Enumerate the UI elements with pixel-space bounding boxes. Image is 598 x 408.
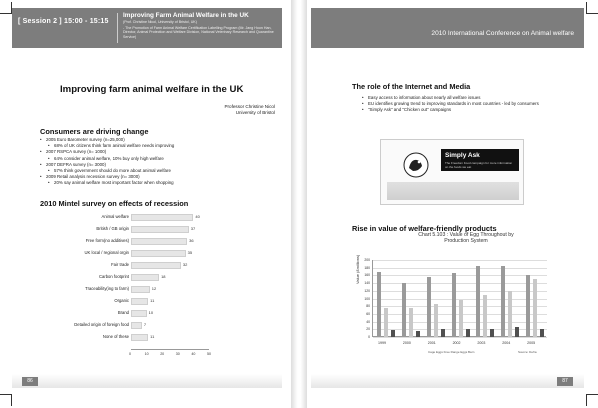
- chart-source: Source: Defra: [518, 350, 537, 354]
- list-item: • Easy access to information about nearly all welfare issues: [362, 95, 562, 101]
- x-tick-label: 50: [207, 352, 211, 356]
- x-tick-label: 0: [129, 352, 131, 356]
- bar: [384, 308, 388, 337]
- bar-label: Fair trade: [111, 262, 129, 267]
- gridline: [373, 291, 547, 292]
- bar: [402, 283, 406, 337]
- bar: [515, 327, 519, 337]
- bar-row: [34, 249, 214, 259]
- bar-row: [34, 309, 214, 319]
- bar: [131, 262, 181, 269]
- list-item: • 2009 Retail analysis recession survey (n= 3000): [40, 174, 174, 180]
- banner-author: (Prof. Christine Nicol, University of Bristol, UK): [123, 20, 197, 24]
- list-item: • 64% consider animal welfare, 10% buy only high welfare: [40, 156, 174, 162]
- list-item: • 2007 RSPCA survey (n= 1000): [40, 149, 174, 155]
- bar-label: Brand: [117, 310, 129, 315]
- page-title: Improving farm animal welfare in the UK: [60, 84, 244, 95]
- x-tick-label: 10: [144, 352, 149, 356]
- bar: [459, 300, 463, 337]
- bar-label: Animal welfare: [101, 214, 129, 219]
- gridline: [373, 275, 547, 276]
- bar-label: Carbon footprint: [98, 274, 129, 279]
- bar-row: [34, 297, 214, 307]
- bar: [409, 308, 413, 337]
- bar-value: 35: [187, 250, 193, 255]
- y-tick-label: 100: [364, 296, 370, 301]
- bar: [501, 266, 505, 337]
- crop-mark: [0, 394, 12, 406]
- y-tick-label: 80: [366, 304, 370, 309]
- y-tick-label: 160: [364, 273, 370, 278]
- bar-row: [34, 237, 214, 247]
- section-heading: Consumers are driving change: [40, 127, 149, 136]
- y-tick-label: 180: [364, 265, 370, 270]
- bar: [131, 238, 187, 245]
- bar-value: 18: [161, 274, 166, 279]
- page-number: 86: [22, 377, 38, 386]
- bar: [508, 291, 512, 337]
- gutter: [291, 0, 307, 408]
- y-tick-label: 140: [364, 281, 370, 286]
- crop-mark: [586, 394, 598, 406]
- x-tick-label: 30: [175, 352, 180, 356]
- consumer-survey-list: [40, 137, 174, 187]
- gridline: [373, 337, 547, 338]
- author-name: Professor Christine Nicol: [224, 104, 275, 109]
- bar: [131, 274, 159, 281]
- conference-title: 2010 International Conference on Animal welfare: [431, 30, 574, 37]
- bar-row: [34, 321, 214, 331]
- list-item: • EU identifies growing trend to improving standards in most countries - led by consumers: [362, 101, 562, 107]
- banner-title: Improving Farm Animal Welfare in the UK: [123, 12, 249, 19]
- plot-area: [372, 260, 546, 337]
- bar: [131, 250, 186, 257]
- x-tick-label: 2000: [402, 341, 411, 345]
- footer-grass: [311, 374, 584, 388]
- list-item: • 2005 Euro Barometer survey (n=25,000): [40, 137, 174, 143]
- list-item: • 57% think government should do more about animal welfare: [40, 168, 174, 174]
- bar: [434, 304, 438, 337]
- bar: [131, 322, 142, 329]
- campaign-panel: [441, 149, 519, 171]
- bar: [377, 272, 381, 337]
- list-item: • 2007 DEFRA survey (n= 3000): [40, 162, 174, 168]
- bar-label: Free form(no additives): [85, 238, 129, 243]
- chart-title: Chart 5.103 : Value of Egg Throughout by Production System: [418, 232, 514, 245]
- bar: [466, 329, 470, 337]
- gridline: [373, 260, 547, 261]
- campaign-brand: Simply Ask: [445, 152, 480, 159]
- egg-value-chart: [355, 232, 550, 360]
- bar: [526, 275, 530, 337]
- session-banner: [12, 8, 282, 48]
- list-item: • "Simply Ask" and "Chicken out" campaigns: [362, 107, 562, 113]
- bar: [427, 277, 431, 337]
- bar-label: Organic: [114, 298, 129, 303]
- bar-label: None of these: [102, 334, 129, 339]
- chart-legend: Cage Eggs Free Range Eggs Barn: [428, 350, 475, 354]
- bar-row: [34, 213, 214, 223]
- bar-row: [34, 261, 214, 271]
- bar: [490, 329, 494, 337]
- x-tick-label: 2003: [477, 341, 486, 345]
- bar-label: Traceability(ing to farm): [85, 286, 129, 291]
- session-time: [ Session 2 ] 15:00 - 15:15: [18, 18, 109, 25]
- crop-mark: [0, 2, 12, 14]
- banner-divider: [117, 13, 118, 43]
- bar: [131, 298, 148, 305]
- author-block: [205, 104, 275, 116]
- bar-value: 32: [182, 262, 188, 267]
- y-tick-label: 200: [364, 258, 370, 262]
- bar-value: 11: [150, 334, 155, 339]
- x-axis: [131, 349, 209, 350]
- y-tick-label: 40: [366, 319, 370, 324]
- list-item: • 68% of UK citizens think farm animal welfare needs improving: [40, 143, 174, 149]
- bar-value: 7: [143, 322, 147, 327]
- y-tick-label: 60: [366, 311, 370, 316]
- x-tick-label: 1999: [378, 341, 386, 345]
- list-item: • 20% say animal welfare most important factor when shopping: [40, 180, 174, 186]
- bar-value: 37: [190, 226, 196, 231]
- bar: [131, 214, 193, 221]
- page-number: 87: [557, 377, 573, 386]
- y-tick-label: 20: [366, 327, 370, 332]
- bar-value: 11: [150, 298, 155, 303]
- section-heading: Rise in value of welfare-friendly products: [352, 224, 497, 233]
- bar: [540, 329, 544, 337]
- conference-banner: [311, 8, 584, 48]
- campaign-tagline: The Freedom Food campaign for more information on the foods we eat: [445, 161, 513, 169]
- simply-ask-image: [380, 139, 524, 205]
- freedom-food-logo-icon: [397, 150, 435, 180]
- x-tick-label: 2005: [527, 341, 536, 345]
- bar: [441, 329, 445, 337]
- x-tick-label: 2002: [452, 341, 461, 345]
- pasture-image: [387, 182, 519, 200]
- x-tick-label: 40: [191, 352, 196, 356]
- bar: [131, 286, 150, 293]
- y-tick-label: 120: [364, 288, 370, 293]
- y-axis-label: Value (£millions): [355, 254, 360, 284]
- x-tick-label: 2004: [502, 341, 511, 345]
- bar: [452, 273, 456, 337]
- bar-row: [34, 273, 214, 283]
- bar: [533, 279, 537, 337]
- bar-label: British / GB origin: [96, 226, 129, 231]
- y-tick-label: 0: [368, 335, 370, 339]
- gridline: [373, 283, 547, 284]
- footer-grass: [12, 374, 282, 388]
- media-list: [362, 95, 562, 114]
- mintel-bar-chart: [34, 213, 214, 347]
- bar-value: 12: [151, 286, 157, 291]
- bar-label: UK local / regional orgin: [84, 250, 129, 255]
- bar: [131, 226, 189, 233]
- bar-value: 36: [189, 238, 194, 243]
- bar-value: 40: [195, 214, 200, 219]
- bar-row: [34, 285, 214, 295]
- bar: [416, 331, 420, 337]
- bar: [483, 295, 487, 337]
- x-tick-label: 2001: [427, 341, 436, 345]
- bar: [131, 334, 148, 341]
- bar-label: Detailed origin of foreign food: [74, 322, 129, 327]
- gridline: [373, 268, 547, 269]
- bar-row: [34, 333, 214, 343]
- bar-value: 10: [148, 310, 154, 315]
- crop-mark: [586, 2, 598, 14]
- bar-row: [34, 225, 214, 235]
- bar: [476, 266, 480, 337]
- author-affiliation: University of Bristol: [235, 110, 275, 115]
- banner-related: - The Promotion of Farm Animal Welfare Certification Labelling Program (Mr. Jang Hoon Han, Director, Animal Protection and Welfare Division, National Veterinary Research and Quarantine Service): [123, 26, 274, 39]
- banner-subtitle: [123, 20, 278, 39]
- x-tick-label: 20: [160, 352, 165, 356]
- section-heading: 2010 Mintel survey on effects of recession: [40, 199, 189, 208]
- bar: [131, 310, 147, 317]
- section-heading: The role of the Internet and Media: [352, 82, 471, 91]
- gridline: [373, 299, 547, 300]
- bar: [391, 330, 395, 337]
